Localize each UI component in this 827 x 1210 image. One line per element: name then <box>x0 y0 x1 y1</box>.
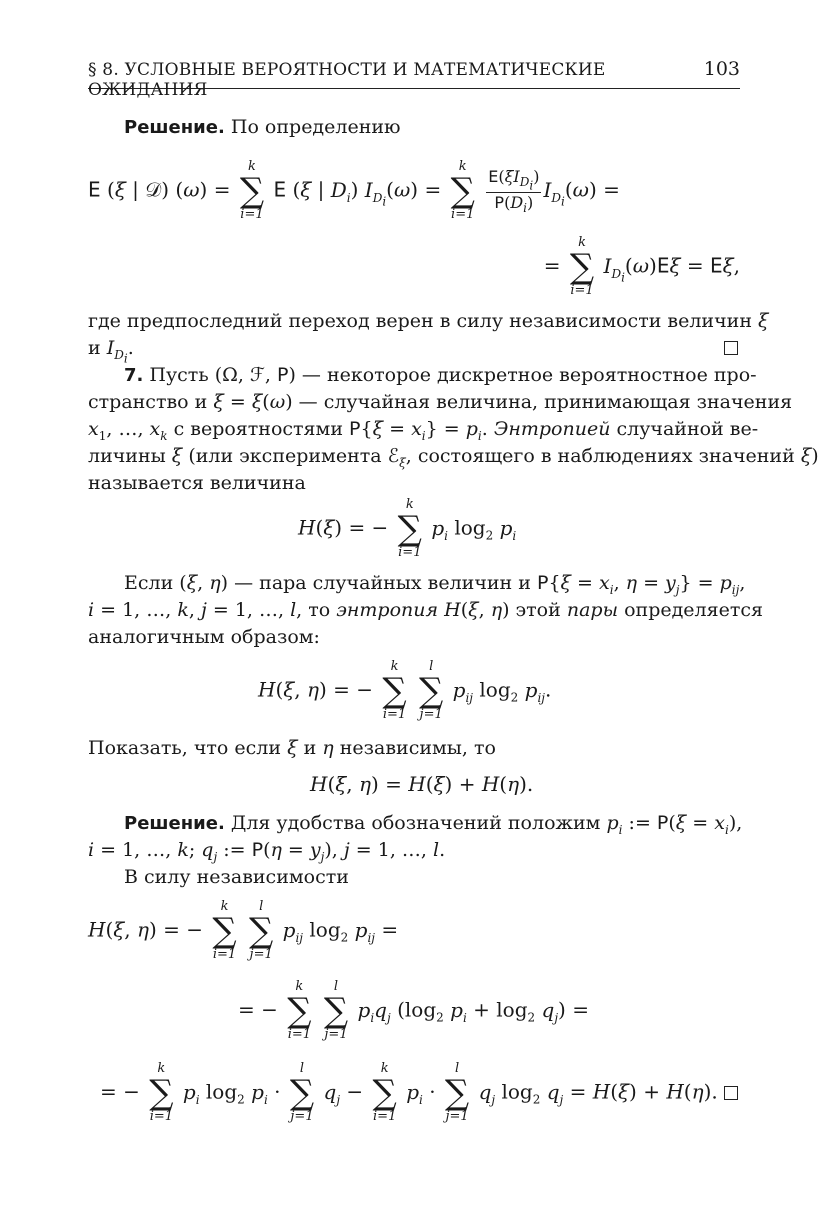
solution-label: Решение. <box>124 117 225 138</box>
equation-additivity: H(ξ, η) = H(ξ) + H(η). <box>310 772 534 796</box>
equation-joint-entropy: H(ξ, η) = − k ∑ i=1 l ∑ j=1 $p_{ij}$ $\log_2 p_{ij}$. <box>258 659 552 722</box>
problem-7-statement: 7. Пусть (Ω, ℱ, P) — некоторое дискретное вероятностное про- странство и ξ = ξ(ω) — случайная величина, принимающая значения $x_1$, …, $x_k$ с вероятностями $P\{\xi = x_i\} = p_i$. Энтропией случайной ве- личины ξ (или эксперимента ℰ$_\xi$, состоящего в наблюдениях значений ξ) называется величина <box>88 364 819 494</box>
equation-conditional-expectation-cont: = k ∑ i=1 $I_{D_i}(\omega)E\xi = E\xi$, <box>543 235 740 298</box>
equation-entropy: H(ξ) = − k ∑ i=1 $p_i$ $\log_2 p_i$ <box>298 497 517 560</box>
equation-conditional-expectation: E (ξ | 𝒟) (ω) = k ∑ i=1 E (ξ | $D_i$) $I_{D_i}(\omega)$ = k ∑ i=1 $\frac{E(\xi I_{D_i})}{P(D_i)}$ $I_{D_i}(\omega)$ = <box>88 159 620 222</box>
page-number: 103 <box>703 58 740 80</box>
paragraph-independence-note: где предпоследний переход верен в силу независимости величин ξ и $I_{D_i}$. <box>88 310 769 366</box>
solution-1-intro: По определению <box>230 116 401 138</box>
running-title: § 8. УСЛОВНЫЕ ВЕРОЯТНОСТИ И МАТЕМАТИЧЕСКИЕ ОЖИДАНИЯ <box>88 60 606 100</box>
qed-square-final <box>724 1086 738 1100</box>
paragraph-show: Показать, что если ξ и η независимы, то <box>88 737 496 759</box>
qed-square <box>724 341 738 355</box>
equation-proof-line-1: H(ξ, η) = − k ∑ i=1 l ∑ j=1 $p_{ij}$ $\log_2 p_{ij}$ = <box>88 899 399 962</box>
paragraph-joint-entropy: Если (ξ, η) — пара случайных величин и $P\{\xi = x_i$, $\eta = y_j\} = p_{ij}$, i = 1, …, k, j = 1, …, l, то энтропия H(ξ, η) этой пары определяется аналогичным образом: <box>88 572 763 648</box>
running-header <box>88 58 740 100</box>
solution-1-heading <box>124 114 401 141</box>
equation-proof-line-2: = − k ∑ i=1 l ∑ j=1 $p_iq_j$ ($\log_2$ $p_i + \log_2 q_j$) = <box>238 979 589 1042</box>
solution-2-paragraph: Решение. Для удобства обозначений положим $p_i$ := $P(\xi = x_i)$, i = 1, …, k; $q_j$ := $P(\eta = y_j)$, j = 1, …, l. В силу независимости <box>88 812 743 888</box>
equation-proof-line-3: = − k ∑ i=1 $p_i$ $\log_2 p_i$ · l ∑ j=1 $q_j$ − k ∑ i=1 $p_i$ · l ∑ j=1 $q_j$ $\log_2 q_j = H(\xi) + H(\eta)$. <box>100 1061 718 1124</box>
problem-number: 7. <box>124 365 144 386</box>
book-page <box>88 0 819 1210</box>
